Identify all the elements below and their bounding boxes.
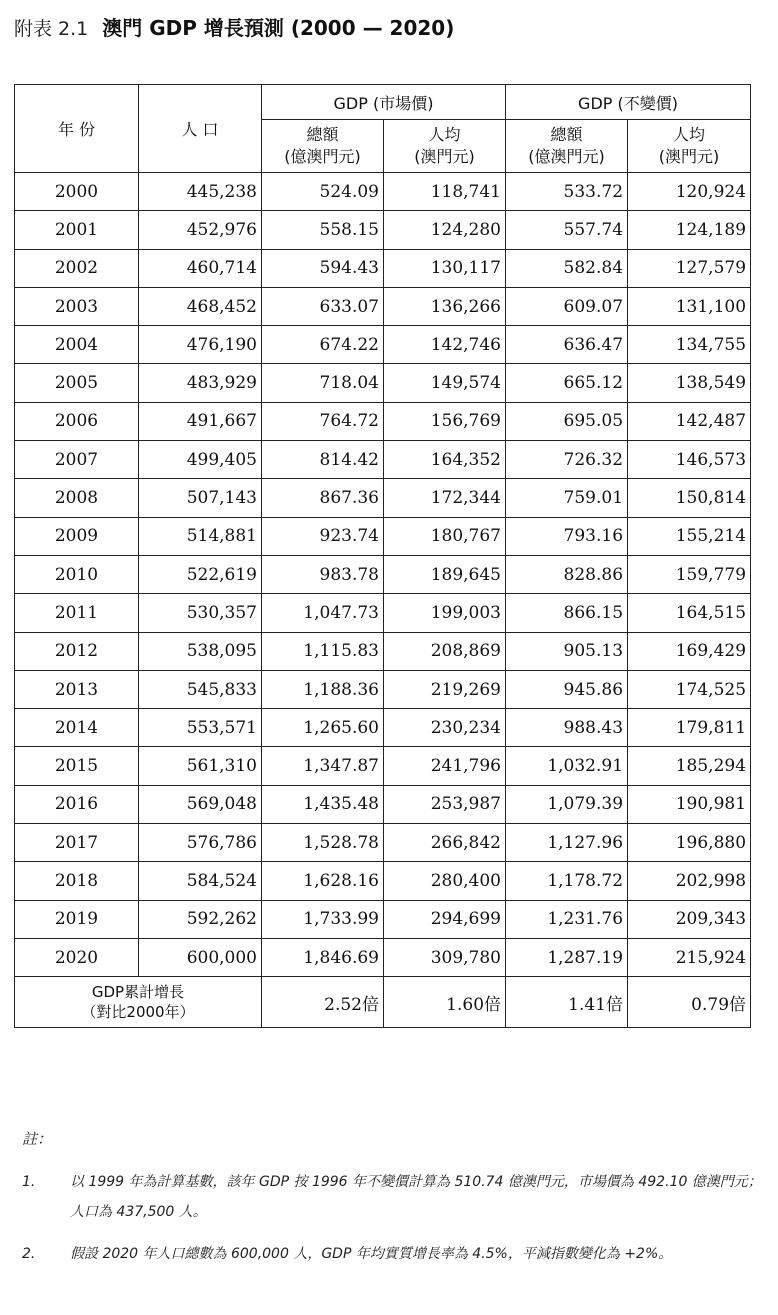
col-header-constant-percap — [628, 120, 751, 173]
cell-market-total: 1,628.16 — [262, 862, 384, 900]
table-row — [15, 632, 751, 670]
cell-market-total: 1,115.83 — [262, 632, 384, 670]
cell-market-percap: 189,645 — [384, 555, 506, 593]
cell-population: 592,262 — [139, 900, 262, 938]
table-row — [15, 824, 751, 862]
cell-year: 2016 — [15, 785, 139, 823]
cell-market-percap: 280,400 — [384, 862, 506, 900]
cell-constant-total: 1,178.72 — [506, 862, 628, 900]
cell-constant-total: 726.32 — [506, 441, 628, 479]
cell-constant-percap: 209,343 — [628, 900, 751, 938]
cell-market-percap: 142,746 — [384, 326, 506, 364]
growth-constant-percap: 0.79倍 — [628, 977, 751, 1028]
cell-constant-total: 695.05 — [506, 402, 628, 440]
title-prefix: 附表 2.1 — [14, 18, 89, 40]
cell-population: 530,357 — [139, 594, 262, 632]
notes-heading: 註： — [22, 1130, 53, 1148]
cell-constant-percap: 131,100 — [628, 287, 751, 325]
cell-constant-total: 905.13 — [506, 632, 628, 670]
header-line-2: (億澳門元) — [284, 147, 361, 166]
cell-market-percap: 172,344 — [384, 479, 506, 517]
cell-year: 2010 — [15, 555, 139, 593]
cell-market-total: 1,435.48 — [262, 785, 384, 823]
cell-population: 452,976 — [139, 211, 262, 249]
growth-market-percap: 1.60倍 — [384, 977, 506, 1028]
cell-constant-percap: 190,981 — [628, 785, 751, 823]
cell-market-percap: 230,234 — [384, 709, 506, 747]
cell-year: 2020 — [15, 938, 139, 976]
document-title — [14, 12, 454, 42]
cell-constant-percap: 196,880 — [628, 824, 751, 862]
cell-market-percap: 241,796 — [384, 747, 506, 785]
cell-market-total: 923.74 — [262, 517, 384, 555]
header-line-2: (億澳門元) — [528, 147, 605, 166]
cell-constant-total: 988.43 — [506, 709, 628, 747]
header-row-1 — [15, 85, 751, 120]
note-text: 以 1999 年為計算基數，該年 GDP 按 1996 年不變價計算為 510.74 億澳門元，市場價為 492.10 億澳門元；人口為 437,500 人。 — [70, 1174, 762, 1220]
cell-market-total: 1,347.87 — [262, 747, 384, 785]
cell-market-total: 1,047.73 — [262, 594, 384, 632]
cell-population: 507,143 — [139, 479, 262, 517]
cell-constant-total: 582.84 — [506, 249, 628, 287]
cell-market-percap: 219,269 — [384, 670, 506, 708]
table-row — [15, 785, 751, 823]
cell-constant-percap: 150,814 — [628, 479, 751, 517]
col-header-market-percap — [384, 120, 506, 173]
cell-population: 468,452 — [139, 287, 262, 325]
title-main: 澳門 GDP 增長預測 (2000 — 2020) — [102, 16, 455, 40]
table-row — [15, 747, 751, 785]
cell-constant-percap: 185,294 — [628, 747, 751, 785]
table-row — [15, 326, 751, 364]
table-row — [15, 670, 751, 708]
cell-constant-percap: 138,549 — [628, 364, 751, 402]
cell-market-percap: 208,869 — [384, 632, 506, 670]
table-row — [15, 862, 751, 900]
header-line-2: (澳門元) — [658, 147, 720, 166]
cell-population: 483,929 — [139, 364, 262, 402]
cell-year: 2015 — [15, 747, 139, 785]
cell-constant-total: 1,231.76 — [506, 900, 628, 938]
cell-constant-total: 1,032.91 — [506, 747, 628, 785]
note-number: 1. — [22, 1174, 36, 1190]
cell-year: 2012 — [15, 632, 139, 670]
cell-constant-total: 533.72 — [506, 173, 628, 211]
table-row — [15, 517, 751, 555]
cell-market-total: 1,265.60 — [262, 709, 384, 747]
cell-constant-total: 828.86 — [506, 555, 628, 593]
cell-population: 576,786 — [139, 824, 262, 862]
cell-market-percap: 130,117 — [384, 249, 506, 287]
group-header-constant: GDP (不變價) — [506, 85, 751, 120]
notes-section — [22, 1128, 772, 1281]
cell-constant-percap: 215,924 — [628, 938, 751, 976]
cell-constant-total: 945.86 — [506, 670, 628, 708]
cell-market-total: 633.07 — [262, 287, 384, 325]
cumulative-growth-label — [15, 977, 262, 1028]
cell-market-total: 1,188.36 — [262, 670, 384, 708]
cell-constant-total: 1,287.19 — [506, 938, 628, 976]
cell-market-total: 983.78 — [262, 555, 384, 593]
cell-year: 2011 — [15, 594, 139, 632]
cell-population: 499,405 — [139, 441, 262, 479]
cell-market-total: 867.36 — [262, 479, 384, 517]
cell-constant-total: 1,127.96 — [506, 824, 628, 862]
cell-constant-percap: 174,525 — [628, 670, 751, 708]
table-row — [15, 479, 751, 517]
table-row — [15, 555, 751, 593]
cell-population: 491,667 — [139, 402, 262, 440]
cell-constant-percap: 124,189 — [628, 211, 751, 249]
cell-constant-total: 793.16 — [506, 517, 628, 555]
col-header-population: 人 口 — [139, 85, 262, 173]
cell-market-percap: 149,574 — [384, 364, 506, 402]
cell-population: 545,833 — [139, 670, 262, 708]
cell-constant-percap: 155,214 — [628, 517, 751, 555]
cell-constant-percap: 159,779 — [628, 555, 751, 593]
footer-label-line-1: GDP累計增長 — [91, 983, 185, 1002]
cell-year: 2017 — [15, 824, 139, 862]
cell-market-total: 558.15 — [262, 211, 384, 249]
cell-constant-percap: 146,573 — [628, 441, 751, 479]
cell-constant-total: 557.74 — [506, 211, 628, 249]
note-item — [22, 1167, 772, 1227]
cell-market-percap: 136,266 — [384, 287, 506, 325]
cell-market-percap: 253,987 — [384, 785, 506, 823]
header-line-1: 人均 — [428, 125, 461, 144]
growth-constant-total: 1.41倍 — [506, 977, 628, 1028]
cell-market-percap: 199,003 — [384, 594, 506, 632]
note-text: 假設 2020 年人口總數為 600,000 人，GDP 年均實質增長率為 4.5%，平減指數變化為 +2%。 — [70, 1246, 673, 1262]
cell-population: 569,048 — [139, 785, 262, 823]
table-row — [15, 594, 751, 632]
cell-constant-percap: 120,924 — [628, 173, 751, 211]
cell-year: 2000 — [15, 173, 139, 211]
cell-year: 2018 — [15, 862, 139, 900]
col-header-constant-total — [506, 120, 628, 173]
cell-year: 2008 — [15, 479, 139, 517]
cell-constant-total: 1,079.39 — [506, 785, 628, 823]
cell-market-total: 1,528.78 — [262, 824, 384, 862]
cell-year: 2001 — [15, 211, 139, 249]
col-header-market-total — [262, 120, 384, 173]
table-row — [15, 287, 751, 325]
cell-constant-total: 609.07 — [506, 287, 628, 325]
cell-market-total: 814.42 — [262, 441, 384, 479]
cell-constant-total: 759.01 — [506, 479, 628, 517]
cell-constant-percap: 164,515 — [628, 594, 751, 632]
cell-market-percap: 164,352 — [384, 441, 506, 479]
table-body — [15, 173, 751, 977]
cell-year: 2002 — [15, 249, 139, 287]
cell-market-total: 524.09 — [262, 173, 384, 211]
cell-year: 2009 — [15, 517, 139, 555]
cell-market-total: 718.04 — [262, 364, 384, 402]
cell-constant-percap: 127,579 — [628, 249, 751, 287]
cell-constant-total: 665.12 — [506, 364, 628, 402]
cell-year: 2014 — [15, 709, 139, 747]
cell-constant-percap: 169,429 — [628, 632, 751, 670]
cell-year: 2003 — [15, 287, 139, 325]
cell-year: 2013 — [15, 670, 139, 708]
cell-market-total: 1,846.69 — [262, 938, 384, 976]
footer-label-line-2: （對比2000年） — [81, 1003, 195, 1022]
table-row — [15, 173, 751, 211]
gdp-forecast-table — [14, 84, 751, 1028]
cell-population: 561,310 — [139, 747, 262, 785]
table-row — [15, 900, 751, 938]
cell-constant-total: 866.15 — [506, 594, 628, 632]
cell-market-percap: 118,741 — [384, 173, 506, 211]
cell-year: 2006 — [15, 402, 139, 440]
cell-market-total: 594.43 — [262, 249, 384, 287]
header-line-2: (澳門元) — [414, 147, 475, 166]
cumulative-growth-row — [15, 977, 751, 1028]
header-line-1: 總額 — [550, 125, 583, 144]
cell-population: 538,095 — [139, 632, 262, 670]
header-line-1: 總額 — [306, 125, 339, 144]
cell-market-percap: 180,767 — [384, 517, 506, 555]
cell-constant-total: 636.47 — [506, 326, 628, 364]
cell-market-percap: 309,780 — [384, 938, 506, 976]
cell-market-percap: 156,769 — [384, 402, 506, 440]
cell-constant-percap: 142,487 — [628, 402, 751, 440]
cell-market-total: 674.22 — [262, 326, 384, 364]
cell-population: 445,238 — [139, 173, 262, 211]
header-line-1: 人均 — [673, 125, 706, 144]
group-header-market: GDP (市場價) — [262, 85, 506, 120]
cell-market-percap: 266,842 — [384, 824, 506, 862]
note-number: 2. — [22, 1246, 36, 1262]
cell-year: 2004 — [15, 326, 139, 364]
cell-population: 522,619 — [139, 555, 262, 593]
table-row — [15, 709, 751, 747]
col-header-year: 年 份 — [15, 85, 139, 173]
cell-population: 584,524 — [139, 862, 262, 900]
cell-market-total: 1,733.99 — [262, 900, 384, 938]
cell-population: 460,714 — [139, 249, 262, 287]
table-row — [15, 364, 751, 402]
cell-constant-percap: 202,998 — [628, 862, 751, 900]
cell-population: 476,190 — [139, 326, 262, 364]
growth-market-total: 2.52倍 — [262, 977, 384, 1028]
cell-year: 2007 — [15, 441, 139, 479]
cell-constant-percap: 179,811 — [628, 709, 751, 747]
cell-population: 600,000 — [139, 938, 262, 976]
table-row — [15, 249, 751, 287]
cell-population: 553,571 — [139, 709, 262, 747]
table-row — [15, 938, 751, 976]
cell-market-percap: 124,280 — [384, 211, 506, 249]
cell-constant-percap: 134,755 — [628, 326, 751, 364]
cell-year: 2005 — [15, 364, 139, 402]
cell-market-total: 764.72 — [262, 402, 384, 440]
table-row — [15, 441, 751, 479]
table-row — [15, 402, 751, 440]
note-item — [22, 1239, 772, 1269]
cell-population: 514,881 — [139, 517, 262, 555]
cell-year: 2019 — [15, 900, 139, 938]
table-row — [15, 211, 751, 249]
cell-market-percap: 294,699 — [384, 900, 506, 938]
